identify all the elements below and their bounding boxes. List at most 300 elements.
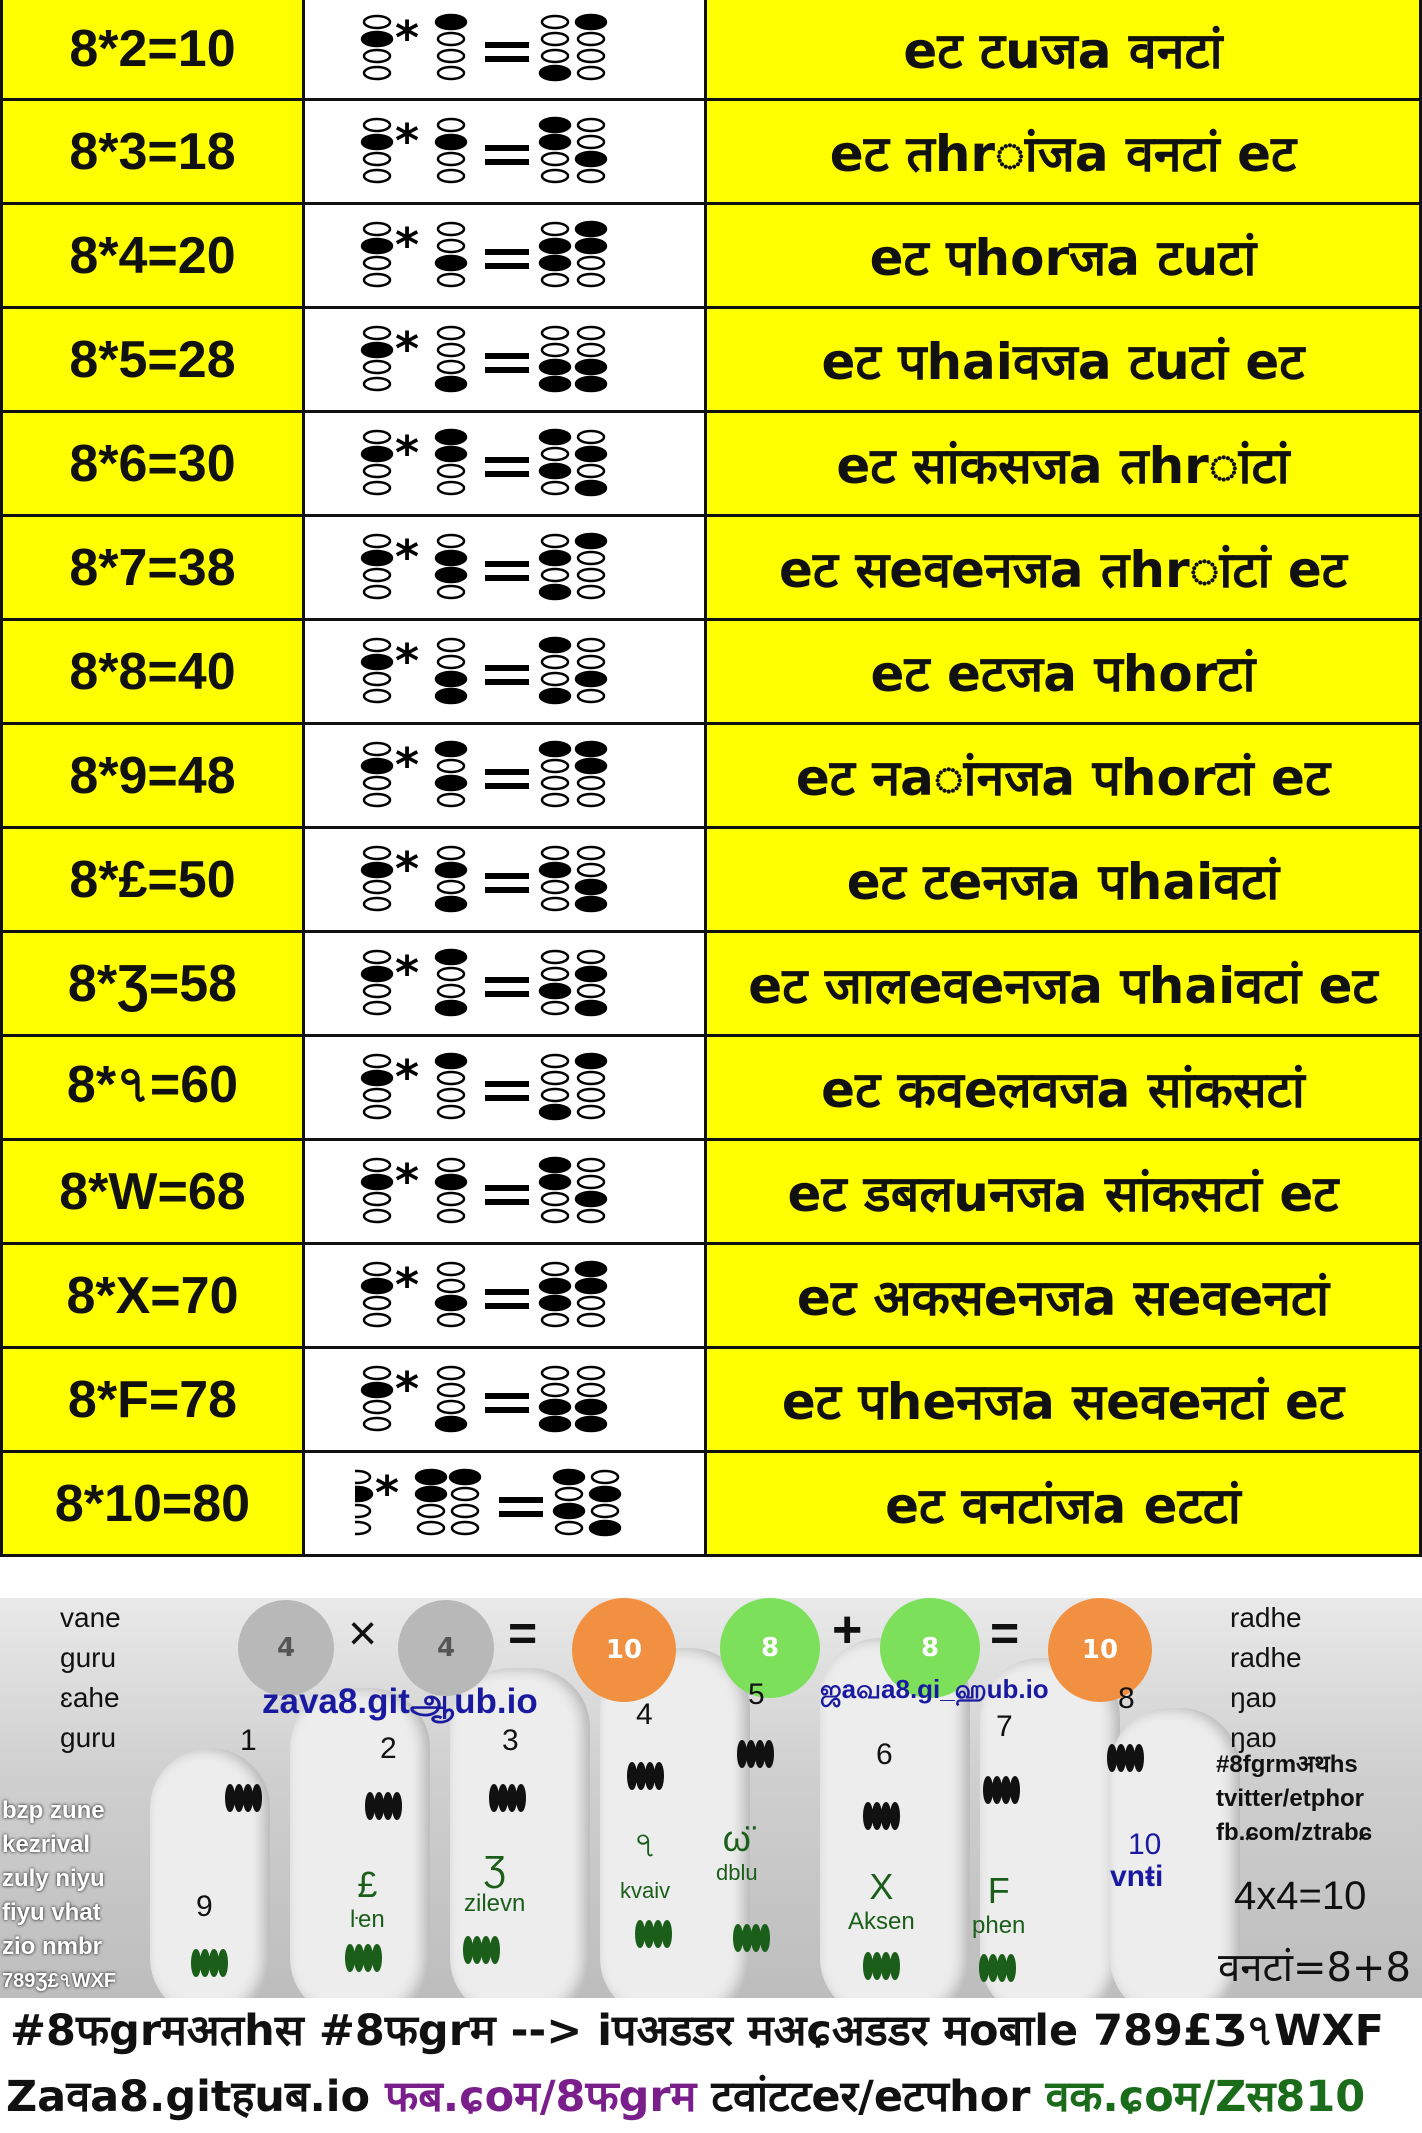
table-row: [0, 1453, 1422, 1557]
hollow-bead: [438, 1314, 464, 1326]
equals-bar: [485, 1081, 529, 1087]
filled-bead: [362, 655, 392, 669]
filled-bead: [436, 568, 466, 582]
filled-bead: [362, 1279, 392, 1293]
filled-bead: [540, 1279, 570, 1293]
hollow-bead: [578, 170, 604, 182]
finger-bead: [636, 1921, 644, 1947]
bead-notation-cell: [305, 621, 707, 722]
bead-notation-cell: [305, 1037, 707, 1138]
hollow-bead: [578, 274, 604, 286]
hollow-bead: [438, 794, 464, 806]
hollow-bead: [438, 465, 464, 477]
hollow-bead: [364, 119, 390, 131]
hollow-bead: [438, 50, 464, 62]
hollow-bead: [542, 951, 568, 963]
bead-notation-cell: [305, 1349, 707, 1450]
filled-bead: [450, 1470, 480, 1484]
right-text-block: #8fgrmअथhs tvitter/etphor fb.ɕom/ztrabɕ: [1216, 1751, 1373, 1846]
bead-notation-cell: [305, 0, 707, 98]
filled-bead: [554, 1504, 584, 1518]
hollow-bead: [364, 951, 390, 963]
finger-number: 6: [876, 1738, 893, 1771]
finger-bead: [393, 1793, 401, 1819]
bead-group: [192, 1741, 1143, 1981]
finger-bead: [355, 1945, 363, 1971]
filled-bead: [576, 672, 606, 686]
filled-bead: [540, 1400, 570, 1414]
filled-bead: [362, 239, 392, 253]
hollow-bead: [578, 951, 604, 963]
multiply-symbol: *: [394, 425, 419, 480]
finger-bead: [366, 1793, 374, 1819]
equals-bar: [485, 1303, 529, 1309]
word-reading-cell: eट पheनजa सeवeनटां eट: [707, 1349, 1422, 1450]
filled-bead: [554, 1470, 584, 1484]
hollow-bead: [364, 985, 390, 997]
hollow-bead: [438, 1384, 464, 1396]
equation-cell: 8*10=80: [0, 1453, 305, 1554]
hollow-bead: [438, 223, 464, 235]
hollow-bead: [578, 552, 604, 564]
filled-bead: [362, 1383, 392, 1397]
filled-bead: [576, 360, 606, 374]
hollow-bead: [542, 153, 568, 165]
hollow-bead: [542, 881, 568, 893]
hollow-bead: [438, 240, 464, 252]
table-row: [0, 1349, 1422, 1453]
hollow-bead: [542, 656, 568, 668]
word-reading-cell: eट टuजa वनटां: [707, 0, 1422, 98]
bead-notation-cell: [305, 933, 707, 1034]
filled-bead: [436, 1054, 466, 1068]
hollow-bead: [542, 968, 568, 980]
word-reading-cell: eट सांकसजa तhrांटां: [707, 413, 1422, 514]
bead-equation: [355, 1147, 655, 1237]
hollow-bead: [542, 673, 568, 685]
hollow-bead: [438, 1089, 464, 1101]
hollow-bead: [438, 119, 464, 131]
finger-bead: [1002, 1777, 1010, 1803]
filled-bead: [540, 1296, 570, 1310]
bead-notation-cell: [305, 309, 707, 410]
word-reading-cell: eट वनटांजa eटटां: [707, 1453, 1422, 1554]
finger-bead: [645, 1921, 653, 1947]
hollow-bead: [438, 847, 464, 859]
hollow-bead: [592, 1471, 618, 1483]
finger-bead: [654, 1921, 662, 1947]
equation-cell: 8*3=18: [0, 101, 305, 202]
coin-4: 4: [238, 1600, 334, 1696]
equals-bar: [485, 977, 529, 983]
multiply-symbol: *: [394, 737, 419, 792]
filled-bead: [576, 152, 606, 166]
hollow-bead: [364, 465, 390, 477]
hollow-bead: [556, 1488, 582, 1500]
finger-bead: [464, 1937, 472, 1963]
hollow-bead: [438, 170, 464, 182]
filled-bead: [540, 1175, 570, 1189]
hollow-bead: [542, 170, 568, 182]
hollow-bead: [438, 344, 464, 356]
hollow-bead: [364, 535, 390, 547]
equation-cell: 8*7=38: [0, 517, 305, 618]
finger-bead: [1135, 1745, 1143, 1771]
bead-equation: [355, 627, 655, 717]
bead-equation: [355, 731, 655, 821]
hollow-bead: [364, 847, 390, 859]
multiply-symbol: *: [394, 1153, 419, 1208]
hollow-bead: [592, 1505, 618, 1517]
table-row: [0, 1141, 1422, 1245]
hollow-bead: [364, 50, 390, 62]
finger-bead: [743, 1925, 751, 1951]
filled-bead: [362, 447, 392, 461]
finger-bead: [655, 1763, 663, 1789]
hollow-bead: [438, 1210, 464, 1222]
finger-bead: [219, 1950, 227, 1976]
multiply-symbol: *: [394, 1257, 419, 1312]
hollow-bead: [364, 1314, 390, 1326]
finger-number: 3: [502, 1724, 519, 1757]
site-link-2[interactable]: ஜaவa8.gi_ஹub.io: [820, 1674, 1049, 1704]
hollow-bead: [542, 33, 568, 45]
hollow-bead: [364, 274, 390, 286]
footer-links: [0, 2064, 1422, 2133]
hollow-bead: [364, 1418, 390, 1430]
bead-equation: [355, 939, 655, 1029]
footer-hashtags: #8फgrमअतhस #8फgrम --> iपअडडर मअɕअडडर मoबाle 789£Ʒ৭WXF: [0, 1998, 1422, 2064]
hollow-bead: [578, 1072, 604, 1084]
finger-bead: [1007, 1955, 1015, 1981]
hollow-bead: [578, 639, 604, 651]
hollow-bead: [542, 1314, 568, 1326]
hollow-bead: [578, 1176, 604, 1188]
hollow-bead: [438, 1106, 464, 1118]
equation-cell: 8*W=68: [0, 1141, 305, 1242]
hollow-bead: [542, 274, 568, 286]
left-top-words: vane guru ɛahe guru: [60, 1602, 121, 1753]
filled-bead: [362, 759, 392, 773]
hollow-bead: [364, 743, 390, 755]
hollow-bead: [578, 1297, 604, 1309]
hollow-bead: [364, 881, 390, 893]
finger-bead: [628, 1763, 636, 1789]
table-row: [0, 413, 1422, 517]
equation-cell: 8*9=48: [0, 725, 305, 826]
equation-cell: 8*2=10: [0, 0, 305, 98]
hollow-bead: [542, 847, 568, 859]
hollow-bead: [542, 1055, 568, 1067]
table-row: [0, 205, 1422, 309]
hollow-bead: [364, 1263, 390, 1275]
equals-bar: [485, 769, 529, 775]
word-reading-cell: eट अकसeनजa सeवeनटां: [707, 1245, 1422, 1346]
hollow-bead: [364, 1159, 390, 1171]
hollow-bead: [452, 1505, 478, 1517]
hollow-bead: [578, 136, 604, 148]
equals-bar: [485, 783, 529, 789]
times-sign: ×: [348, 1605, 378, 1661]
multiply-symbol: *: [394, 633, 419, 688]
filled-bead: [540, 464, 570, 478]
finger-bead: [882, 1953, 890, 1979]
multiply-symbol: *: [394, 529, 419, 584]
hollow-bead: [542, 777, 568, 789]
hollow-bead: [542, 448, 568, 460]
filled-bead: [576, 1192, 606, 1206]
hollow-bead: [578, 777, 604, 789]
hollow-bead: [578, 985, 604, 997]
footer-link-github[interactable]: Zaवa8.gitहuब.io: [6, 2072, 371, 2122]
multiply-symbol: *: [374, 1465, 399, 1520]
bead-equation: [355, 107, 655, 197]
hollow-bead: [364, 482, 390, 494]
hollow-bead: [542, 1384, 568, 1396]
hollow-bead: [438, 1263, 464, 1275]
finger-number: 2: [380, 1732, 397, 1765]
hollow-bead: [542, 569, 568, 581]
hollow-bead: [578, 847, 604, 859]
filled-bead: [576, 481, 606, 495]
filled-bead: [416, 1487, 446, 1501]
filled-bead: [436, 256, 466, 270]
finger-bead: [891, 1803, 899, 1829]
hollow-bead: [364, 361, 390, 373]
word-reading-cell: eट पhorजa टuटां: [707, 205, 1422, 306]
finger-symbol: ৭ kvaiv: [620, 1824, 671, 1903]
finger-bead: [637, 1763, 645, 1789]
hollow-bead: [542, 327, 568, 339]
filled-bead: [590, 1487, 620, 1501]
filled-bead: [362, 135, 392, 149]
finger-bead: [364, 1945, 372, 1971]
bead-notation-cell: [305, 517, 707, 618]
finger-bead: [235, 1785, 243, 1811]
hollow-bead: [556, 1522, 582, 1534]
finger-bead: [761, 1925, 769, 1951]
hollow-bead: [364, 1193, 390, 1205]
hollow-bead: [438, 985, 464, 997]
filled-bead: [436, 430, 466, 444]
filled-bead: [540, 1158, 570, 1172]
finger-bead: [882, 1803, 890, 1829]
hollow-bead: [542, 344, 568, 356]
bead-notation-cell: [305, 1453, 707, 1554]
hollow-bead: [452, 1488, 478, 1500]
finger-bead: [993, 1777, 1001, 1803]
hollow-bead: [364, 1089, 390, 1101]
hollow-bead: [578, 465, 604, 477]
table-row: [0, 517, 1422, 621]
footer-link-facebook[interactable]: फब.ɕoम/8फgrम: [385, 2072, 697, 2122]
finger-bead: [375, 1793, 383, 1819]
site-link-1[interactable]: zava8.gitஆub.io: [262, 1682, 538, 1721]
hollow-bead: [418, 1522, 444, 1534]
finger-bead: [373, 1945, 381, 1971]
finger-bead: [210, 1950, 218, 1976]
finger-bead: [984, 1777, 992, 1803]
finger-bead: [499, 1785, 507, 1811]
right-top-words: radhe radhe ŋaɒ ŋaɒ: [1230, 1602, 1302, 1753]
hollow-bead: [364, 1297, 390, 1309]
filled-bead: [576, 1054, 606, 1068]
hollow-bead: [578, 864, 604, 876]
coin-10: 10: [572, 1598, 676, 1702]
table-row: [0, 725, 1422, 829]
filled-bead: [576, 759, 606, 773]
bead-notation-cell: [305, 205, 707, 306]
hollow-bead: [438, 67, 464, 79]
filled-bead: [540, 360, 570, 374]
finger-bead: [1117, 1745, 1125, 1771]
hollow-bead: [364, 153, 390, 165]
equation-cell: 8*4=20: [0, 205, 305, 306]
hollow-bead: [542, 1210, 568, 1222]
hollow-bead: [438, 586, 464, 598]
filled-bead: [540, 984, 570, 998]
hollow-bead: [364, 1401, 390, 1413]
filled-bead: [576, 447, 606, 461]
table-row: [0, 0, 1422, 101]
multiply-symbol: *: [394, 113, 419, 168]
filled-bead: [540, 551, 570, 565]
multiply-symbol: *: [394, 1049, 419, 1104]
hollow-bead: [542, 50, 568, 62]
right-equation-2: वनटां=8+8: [1218, 1945, 1411, 1991]
footer-link-vk[interactable]: वक.ɕoम/Zस810: [1045, 2072, 1366, 2122]
bead-equation: [355, 1459, 655, 1549]
equals-bar: [485, 263, 529, 269]
finger-bead: [491, 1937, 499, 1963]
right-equation-1: 4x4=10: [1234, 1874, 1367, 1918]
hollow-bead: [578, 690, 604, 702]
filled-bead: [355, 1487, 372, 1501]
hollow-bead: [542, 1089, 568, 1101]
multiply-symbol: *: [394, 1361, 419, 1416]
hollow-bead: [364, 1106, 390, 1118]
hollow-bead: [578, 327, 604, 339]
word-reading-cell: eट सeवeनजa तhrांटां eट: [707, 517, 1422, 618]
filled-bead: [540, 256, 570, 270]
finger-number: 9: [196, 1890, 213, 1923]
finger-bead: [226, 1785, 234, 1811]
equation-cell: 8*X=70: [0, 1245, 305, 1346]
hollow-bead: [578, 794, 604, 806]
finger-bead: [747, 1741, 755, 1767]
hollow-bead: [542, 794, 568, 806]
filled-bead: [540, 118, 570, 132]
table-row: [0, 829, 1422, 933]
hollow-bead: [578, 569, 604, 581]
bead-notation-cell: [305, 1245, 707, 1346]
word-reading-cell: eट तhrांजa वनटां eट: [707, 101, 1422, 202]
hollow-bead: [364, 1055, 390, 1067]
hollow-bead: [578, 656, 604, 668]
table-row: [0, 309, 1422, 413]
table-row: [0, 1245, 1422, 1349]
filled-bead: [576, 1279, 606, 1293]
hollow-bead: [438, 760, 464, 772]
footer-link-twitter[interactable]: टवांटटeर/eटपhor: [711, 2072, 1031, 2122]
equals-bar: [485, 991, 529, 997]
hollow-bead: [578, 1089, 604, 1101]
hollow-bead: [542, 1072, 568, 1084]
table-row: [0, 621, 1422, 725]
filled-bead: [576, 1001, 606, 1015]
word-reading-cell: eट जालeवeनजa पhaiवटां eट: [707, 933, 1422, 1034]
finger-bead: [864, 1953, 872, 1979]
bead-equation: [355, 523, 655, 613]
coin-4: 4: [398, 1600, 494, 1696]
filled-bead: [540, 430, 570, 444]
bead-equation: [355, 1251, 655, 1341]
filled-bead: [436, 551, 466, 565]
finger-bead: [508, 1785, 516, 1811]
hollow-bead: [542, 16, 568, 28]
finger-bead: [244, 1785, 252, 1811]
hollow-bead: [438, 274, 464, 286]
equation-cell: 8*5=28: [0, 309, 305, 410]
bead-notation-cell: [305, 725, 707, 826]
multiply-symbol: *: [394, 945, 419, 1000]
equals-bar: [485, 249, 529, 255]
finger-bead: [738, 1741, 746, 1767]
hollow-bead: [364, 1367, 390, 1379]
finger-bead: [346, 1945, 354, 1971]
multiply-symbol: *: [394, 841, 419, 896]
filled-bead: [576, 1400, 606, 1414]
finger-symbol: ω̈ dblu: [716, 1818, 758, 1885]
equation-cell: 8*8=40: [0, 621, 305, 722]
hollow-bead: [578, 1210, 604, 1222]
filled-bead: [576, 1417, 606, 1431]
finger-bead: [646, 1763, 654, 1789]
equation-cell: 8*£=50: [0, 829, 305, 930]
hollow-bead: [438, 639, 464, 651]
finger-bead: [864, 1803, 872, 1829]
filled-bead: [540, 135, 570, 149]
hollow-bead: [364, 569, 390, 581]
finger-symbol: Ʒ zilevn: [464, 1848, 526, 1917]
equals-bar: [485, 1407, 529, 1413]
word-reading-cell: eट पhaiवजa टuटां eट: [707, 309, 1422, 410]
equals-bar: [485, 1185, 529, 1191]
filled-bead: [540, 689, 570, 703]
hollow-bead: [364, 257, 390, 269]
finger-bead: [473, 1937, 481, 1963]
bead-equation: [355, 4, 655, 94]
hollow-bead: [578, 586, 604, 598]
finger-bead: [1011, 1777, 1019, 1803]
hollow-bead: [438, 1367, 464, 1379]
equals-bar: [485, 159, 529, 165]
hollow-bead: [438, 153, 464, 165]
hollow-bead: [542, 223, 568, 235]
finger-symbol: F phen: [972, 1870, 1026, 1939]
hollow-bead: [542, 760, 568, 772]
equals-bar: [485, 145, 529, 151]
finger-bead: [980, 1955, 988, 1981]
bead-equation: [355, 315, 655, 405]
filled-bead: [362, 1175, 392, 1189]
hollow-bead: [578, 119, 604, 131]
equals-bar: [485, 1393, 529, 1399]
hollow-bead: [438, 327, 464, 339]
finger-bead: [989, 1955, 997, 1981]
finger-bead: [998, 1955, 1006, 1981]
bead-equation: [355, 211, 655, 301]
